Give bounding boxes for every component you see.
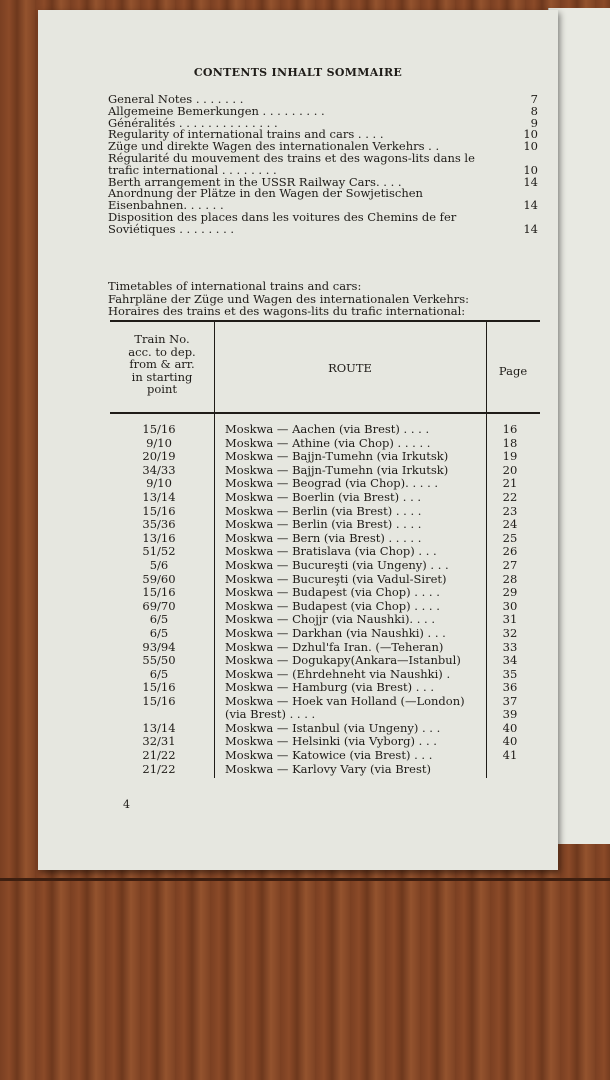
- train-number: 15/16: [142, 585, 176, 600]
- table-row: [110, 763, 540, 777]
- page-ref: 30: [502, 598, 518, 613]
- table-row: [110, 695, 540, 722]
- toc-entry-text: Allgemeine Bemerkungen . . . . . . . . .: [108, 103, 325, 118]
- booklet-page: [38, 10, 558, 870]
- route-text: Moskwa — Helsinki (via Vyborg) . . .: [225, 734, 437, 749]
- table-row: [110, 477, 540, 491]
- toc-list: [108, 94, 538, 236]
- toc-entry-text: General Notes . . . . . . .: [108, 92, 244, 106]
- route-text: Moskwa — Aachen (via Brest) . . . .: [225, 422, 430, 436]
- page-ref: 40: [502, 734, 518, 749]
- toc-entry-text: Regularity of international trains and cars . . . .: [108, 127, 384, 142]
- route-text: Moskwa — Athine (via Chop) . . . . .: [225, 435, 431, 450]
- train-number: 15/16: [142, 503, 176, 518]
- page-ref: 35: [502, 666, 518, 681]
- page-ref: 28: [502, 571, 518, 586]
- toc-entry-page: 14: [523, 198, 538, 213]
- header-train-line: Train No.: [134, 332, 190, 346]
- toc-entry-text: Züge und direkte Wagen des internationalen Verkehrs . .: [108, 139, 440, 154]
- table-row: [110, 491, 540, 505]
- header-train-line: point: [147, 382, 177, 396]
- page-ref: 24: [502, 517, 518, 532]
- route-text: Moskwa — Katowice (via Brest) . . .: [225, 748, 433, 763]
- route-text: Moskwa — (Ehrdehneht via Naushki) .: [225, 666, 451, 681]
- route-text: Moskwa — Karlovy Vary (via Brest): [225, 761, 431, 776]
- table-top-rule: [110, 320, 540, 322]
- table-row: [110, 423, 540, 437]
- table-row: [110, 437, 540, 451]
- train-number: 93/94: [142, 639, 176, 654]
- toc-entry-page: 10: [523, 127, 538, 142]
- route-text: Moskwa — Darkhan (via Naushki) . . .: [225, 625, 446, 640]
- page-ref: 27: [502, 557, 518, 572]
- train-number: 6/5: [149, 625, 169, 640]
- toc-entry: [108, 150, 538, 177]
- table-row: [110, 668, 540, 682]
- table-row: [110, 505, 540, 519]
- header-train-line: in starting: [131, 369, 193, 384]
- page-ref: 36: [502, 680, 518, 695]
- page-ref-second: 39: [502, 707, 518, 722]
- route-text: Moskwa — Chojjr (via Naushki). . . .: [225, 612, 436, 627]
- train-number: 15/16: [142, 693, 176, 708]
- route-text: Moskwa — Boerlin (via Brest) . . .: [225, 489, 422, 504]
- train-number: 9/10: [146, 476, 172, 491]
- toc-entry-page: 14: [523, 174, 538, 189]
- train-number: 21/22: [142, 748, 176, 763]
- table-row: [110, 450, 540, 464]
- train-number: 13/14: [142, 720, 176, 735]
- route-text: Moskwa — Bajjn-Tumehn (via Irkutsk): [225, 449, 449, 464]
- table-row: [110, 464, 540, 478]
- page-ref: 37: [502, 693, 518, 708]
- train-number: 15/16: [142, 680, 176, 695]
- train-number: 5/6: [149, 557, 169, 572]
- table-row: [110, 518, 540, 532]
- train-number: 34/33: [142, 462, 176, 477]
- page-ref: 21: [502, 476, 518, 491]
- page-ref: 34: [502, 653, 518, 668]
- timetables-fr: Horaires des trains et des wagons-lits du trafic international:: [108, 304, 466, 318]
- train-number: 51/52: [142, 544, 176, 559]
- table-row: [110, 681, 540, 695]
- table-row: [110, 641, 540, 655]
- route-text: Moskwa — Dzhul'fa Iran. (—Teheran): [225, 639, 444, 654]
- train-number: 69/70: [142, 598, 176, 613]
- toc-entry-text: Disposition des places dans les voitures des Chemins de fer Soviétiques . . . . . . . .: [108, 209, 457, 236]
- train-number: 21/22: [142, 761, 176, 776]
- page-ref: 33: [502, 639, 518, 654]
- route-text: Moskwa — Hamburg (via Brest) . . .: [225, 680, 435, 695]
- route-text: Moskwa — Budapest (via Chop) . . . .: [225, 585, 440, 600]
- toc-entry-page: 7: [530, 92, 538, 106]
- timetables-en: Timetables of international trains and cars:: [108, 279, 362, 293]
- header-route: ROUTE: [328, 361, 372, 375]
- route-text: Moskwa — Bratislava (via Chop) . . .: [225, 544, 437, 559]
- page-ref: 19: [502, 449, 518, 464]
- page-ref: 20: [502, 462, 518, 477]
- page-number: 4: [123, 798, 130, 811]
- toc-entry-page: 10: [523, 162, 538, 177]
- timetable-table: [110, 320, 540, 780]
- table-header-rule: [110, 412, 540, 414]
- table-row: [110, 749, 540, 763]
- header-page: Page: [498, 364, 528, 378]
- train-number: 6/5: [149, 612, 169, 627]
- page-ref: 41: [502, 748, 518, 763]
- table-row: [110, 654, 540, 668]
- toc-entry-page: 10: [523, 139, 538, 154]
- train-number: 6/5: [149, 666, 169, 681]
- route-text: Moskwa — Bucureşti (via Ungeny) . . .: [225, 557, 449, 572]
- header-train-line: acc. to dep.: [128, 344, 196, 359]
- table-row: [110, 613, 540, 627]
- page-ref: 22: [502, 489, 518, 504]
- table-row: [110, 722, 540, 736]
- table-row: [110, 627, 540, 641]
- route-text: Moskwa — Bern (via Brest) . . . . .: [225, 530, 422, 545]
- toc-entry-text: Généralités . . . . . . . . . . . . . .: [108, 115, 278, 130]
- toc-entry-page: 9: [530, 115, 538, 130]
- route-text: Moskwa — Dogukapy(Ankara—Istanbul): [225, 653, 461, 668]
- timetables-intro: [108, 280, 538, 318]
- train-number: 59/60: [142, 571, 176, 586]
- table-row: [110, 573, 540, 587]
- train-number: 35/36: [142, 517, 176, 532]
- page-ref: 23: [502, 503, 518, 518]
- route-text: Moskwa — Berlin (via Brest) . . . .: [225, 503, 422, 518]
- toc-entry: [108, 188, 538, 212]
- toc-entry-page: 14: [523, 221, 538, 236]
- timetables-de: Fahrpläne der Züge und Wagen des internationalen Verkehrs:: [108, 291, 470, 306]
- train-number: 55/50: [142, 653, 176, 668]
- route-text: Moskwa — Beograd (via Chop). . . . .: [225, 476, 439, 491]
- header-train-no: [110, 333, 214, 396]
- toc-entry-text: Anordnung der Plätze in den Wagen der Sowjetischen Eisenbahnen. . . . . .: [108, 186, 423, 213]
- header-train-line: from & arr.: [129, 357, 195, 371]
- page-ref: 25: [502, 530, 518, 545]
- train-number: 9/10: [146, 435, 172, 450]
- toc-entry-text: Berth arrangement in the USSR Railway Cars. . . .: [108, 174, 402, 189]
- route-text: Moskwa — Budapest (via Chop) . . . .: [225, 598, 440, 613]
- train-number: 15/16: [142, 422, 176, 436]
- toc-entry: [108, 209, 538, 236]
- toc-entry-page: 8: [530, 103, 538, 118]
- table-row: [110, 532, 540, 546]
- toc-entry-text: Régularité du mouvement des trains et des wagons-lits dans le trafic international . . . . . . . .: [108, 150, 475, 177]
- page-ref: 31: [502, 612, 518, 627]
- route-text: Moskwa — Berlin (via Brest) . . . .: [225, 517, 422, 532]
- route-text: Moskwa — Bucureşti (via Vadul-Siret): [225, 571, 447, 586]
- train-number: 20/19: [142, 449, 176, 464]
- page-ref: 18: [502, 435, 518, 450]
- route-text: Moskwa — Bajjn-Tumehn (via Irkutsk): [225, 462, 449, 477]
- page-ref: 29: [502, 585, 518, 600]
- page-ref: 40: [502, 720, 518, 735]
- page-ref: 16: [502, 422, 518, 436]
- page-ref: 32: [502, 625, 518, 640]
- table-body: [110, 423, 540, 776]
- train-number: 32/31: [142, 734, 176, 749]
- table-row: [110, 545, 540, 559]
- contents-heading: CONTENTS INHALT SOMMAIRE: [193, 66, 403, 79]
- table-row: [110, 735, 540, 749]
- route-text: Moskwa — Istanbul (via Ungeny) . . .: [225, 720, 441, 735]
- train-number: 13/14: [142, 489, 176, 504]
- floor-seam: [0, 878, 610, 881]
- table-row: [110, 586, 540, 600]
- table-row: [110, 600, 540, 614]
- table-row: [110, 559, 540, 573]
- route-text: Moskwa — Hoek van Holland (—London) (via Brest) . . . .: [225, 693, 465, 722]
- page-ref: 26: [502, 544, 518, 559]
- train-number: 13/16: [142, 530, 176, 545]
